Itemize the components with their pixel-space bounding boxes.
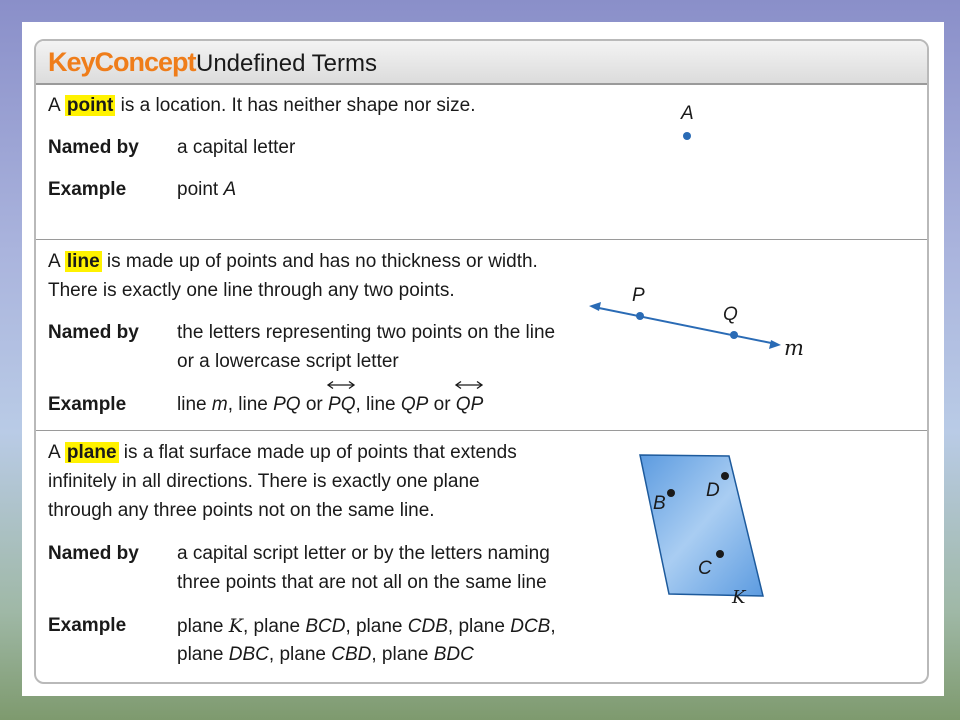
card-title: Undefined Terms: [196, 50, 377, 77]
line-definition-2: There is exactly one line through any two points.: [48, 280, 455, 301]
plane-section: [36, 431, 927, 684]
line-example-label: Example: [48, 394, 127, 415]
double-arrow-icon: [326, 380, 356, 390]
point-p-label: P: [632, 285, 645, 306]
plane-k-label: K: [732, 587, 746, 608]
slide: [22, 22, 944, 696]
line-pq-arrow-notation: PQ: [328, 394, 355, 416]
point-q-label: Q: [723, 304, 738, 325]
point-q-dot: [730, 331, 738, 339]
brand-concept-text: Concept: [94, 47, 196, 77]
plane-definition-3: through any three points not on the same line.: [48, 500, 435, 521]
plane-named-by-value-2: three points that are not all on the same line: [177, 572, 547, 593]
plane-example-label: Example: [48, 615, 127, 636]
line-right-arrowhead: [769, 340, 781, 349]
point-d-label: D: [706, 480, 720, 501]
point-c-dot: [716, 550, 724, 558]
point-named-by-value: a capital letter: [177, 137, 296, 158]
card-header: [36, 41, 927, 85]
plane-term-highlight: plane: [66, 442, 117, 463]
line-named-by-value-1: the letters representing two points on the line: [177, 322, 556, 343]
key-concept-brand: [48, 47, 196, 78]
plane-named-by-label: Named by: [48, 543, 139, 564]
line-section: [36, 240, 927, 430]
plane-example-value-2: plane DBC, plane CBD, plane BDC: [177, 644, 474, 665]
line-m-label: m: [784, 336, 804, 360]
line-left-arrowhead: [589, 302, 601, 311]
plane-definition-2: infinitely in all directions. There is exactly one plane: [48, 471, 480, 492]
point-named-by-label: Named by: [48, 137, 139, 158]
point-section: [36, 85, 927, 239]
line-figure: [586, 295, 786, 355]
point-c-label: C: [698, 558, 712, 579]
line-named-by-label: Named by: [48, 322, 139, 343]
point-d-dot: [721, 472, 729, 480]
point-a-dot: [683, 132, 691, 140]
line-qp-arrow-notation: QP: [456, 394, 483, 416]
double-arrow-icon: [454, 380, 484, 390]
plane-definition-1: A plane is a flat surface made up of points that extends: [48, 442, 517, 463]
point-example-label: Example: [48, 179, 127, 200]
point-example-value: point A: [177, 179, 237, 200]
line-named-by-value-2: or a lowercase script letter: [177, 351, 399, 372]
point-p-dot: [636, 312, 644, 320]
point-b-dot: [667, 489, 675, 497]
point-figure-label: A: [681, 103, 694, 124]
plane-named-by-value-1: a capital script letter or by the letters naming: [177, 543, 550, 564]
line-example-value: line m, line PQ or PQ, line QP or QP: [177, 394, 483, 416]
key-concept-card: [34, 39, 929, 684]
point-term-highlight: point: [66, 95, 114, 116]
line-m-stroke: [594, 307, 776, 344]
line-definition-1: A line is made up of points and has no thickness or width.: [48, 251, 538, 272]
point-b-label: B: [653, 493, 666, 514]
plane-figure: [634, 453, 769, 603]
plane-example-value-1: plane K, plane BCD, plane CDB, plane DCB,: [177, 615, 556, 637]
brand-key-text: Key: [48, 47, 95, 77]
line-term-highlight: line: [66, 251, 100, 272]
point-definition: A point is a location. It has neither shape nor size.: [48, 95, 476, 116]
